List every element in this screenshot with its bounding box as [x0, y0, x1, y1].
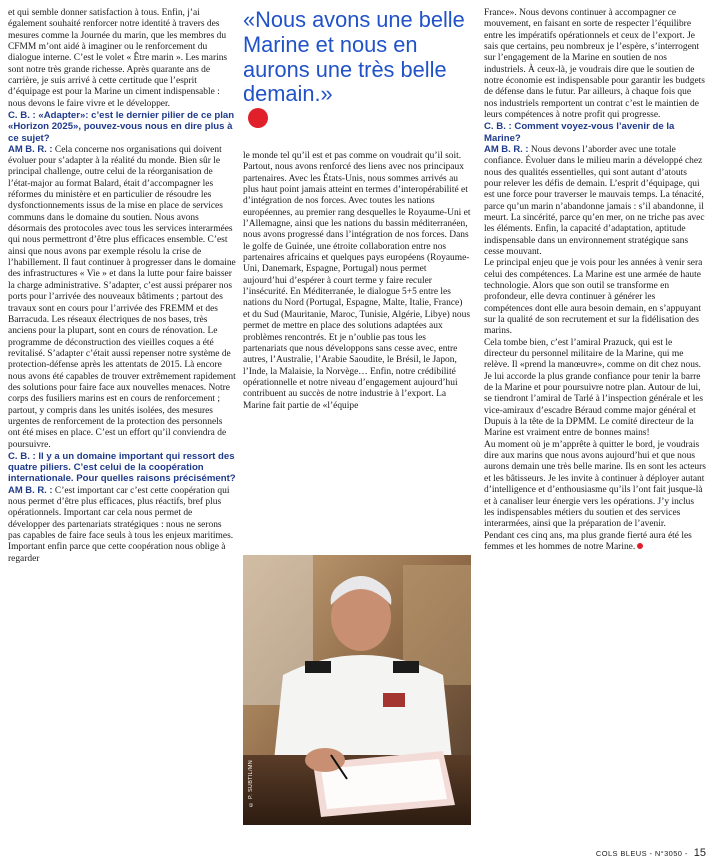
am-label: AM B. R. :: [484, 143, 529, 155]
answer-text: C’est important car c’est cette coopération qui nous permet d’être plus efficaces, plus réactifs, bref plus opérationnels. Important car cela nous permet de développer des partenariats stratégiques : nous ne serons pas capables de faire face seuls à tous les enjeux maritimes. Important enfin parce que cette coopération nous oblige à regarder: [8, 485, 234, 564]
paragraph: le monde tel qu’il est et pas comme on voudrait qu’il soit. Partout, nous avons renforcé des liens avec nos principaux partenaires. Avec les États-Unis, nous sommes arrivés au plus haut point jamais atteint en termes d’interopérabilité et d’intégration de nos forces. Avec toutes les nations européennes, au premier rang desquelles le Royaume-Uni et l’Allemagne, ainsi que les nations du bassin méditerranéen, nous avons progressé dans l’intégration de nos forces. Dans le golfe de Guinée, une étroite collaboration entre nos partenaires africains et quelques pays européens (Royaume-Uni, Danemark, Espagne, Portugal) nous permet aujourd’hui d’espérer à court terme y faire reculer l’insécurité. En Méditerranée, le dialogue 5+5 entre les nations du Nord (Portugal, Espagne, Malte, Italie, France) et du Sud (Mauritanie, Maroc, Tunisie, Algérie, Libye) nous permet de mettre en place des solutions adaptées aux problèmes rencontrés. Et je n’oublie pas tous les partenariats que nous développons sans cesse avec, entre autres, l’Australie, l’Arabie Saoudite, le Brésil, le Japon, l’Inde, la Malaisie, la Norvège… Enfin, notre crédibilité opérationnelle et notre niveau d’engagement aujourd’hui contribuent au succès de notre industrie à l’export. La Marine fait partie de «l’équipe: [243, 151, 471, 411]
photo-illustration: [243, 555, 471, 825]
question-text: «Adapter»: c’est le dernier pilier de ce plan «Horizon 2025», pouvez-vous nous en dire plus à ce sujet?: [8, 110, 235, 144]
question-heading: [8, 451, 236, 485]
end-mark-icon: [637, 543, 643, 549]
am-label: AM B. R. :: [8, 484, 53, 496]
magazine-issue: COLS BLEUS - N°3050 -: [595, 848, 688, 858]
paragraph: et qui semble donner satisfaction à tous. Enfin, j’ai également souhaité renforcer notre identité à travers des mesures comme la Journée du marin, que les membres du CFMM m’ont aidé à imaginer ou le renforcement du dialogue interne. C’est le volet « Être marin ». Les marins sont notre très grande richesse. Après quarante ans de carrière, je suis arrivé à cette certitude que l’esprit d’équipage est pour la Marine un ciment indispensable : nous devons le faire vivre et le développer.: [8, 8, 228, 109]
paragraph: Au moment où je m’apprête à quitter le bord, je voudrais dire aux marins que nous avons aujourd’hui et que nous aurons demain une très belle marine. Ils en sont les acteurs et les bâtisseurs. Je les invite à continuer à déployer autant d’intelligence et d’enthousiasme qu’ils l’ont fait jusque-là et à canaliser leur énergie vers les opérations. J’y inclus les indispensables métiers du soutien et des services interarmées, ainsi que la préparation de l’avenir.: [484, 439, 706, 530]
question-text: Comment voyez-vous l’avenir de la Marine?: [484, 121, 675, 144]
answer: [484, 144, 706, 258]
answer-text: Cela concerne nos organisations qui doivent évoluer pour s’adapter à la réalité du monde. Bien sûr le principal challenge, outre celui de la réorganisation de l’état-major au format Balard, était d’accompagner les réformes du ministère et en particulier de résoudre les dysfonctionnements issus de la mise en place de services communs dans le domaine du soutien. Nous avons désormais des protocoles avec tous les services interarmées qui nous permettront d’être plus efficaces ensemble. C’est ainsi que nous avons par exemple résolu la crise de l’habillement. Il faut continuer à progresser dans le domaine des infrastructures « Vie » et dans la lutte pour faire baisser la charge administrative. S’adapter, c’est aussi préparer nos ports pour l’arrivée des nouveaux bâtiments ; partout des travaux sont en cours pour l’arrivée des FREMM et des Barracuda. Les réseaux électriques de nos bases, très anciens pour la plupart, sont en cours de rénovation. Le programme de déconstruction des vieilles coques a été revitalisé. S’adapter c’était aussi repenser notre système de protection-défense après les attentats de 2015. Là encore nous avons été capables de trouver extrêmement rapidement des solutions pour faire face aux nouvelles menaces. Notre corps des fusiliers marins est en cours de renforcement ; partout, y compris dans les unités isolées, des mesures urgentes de renforcement de la protection des personnels ont été mises en place. C’est un effort qu’il conviendra de poursuivre.: [8, 144, 236, 450]
column-3: [484, 8, 706, 553]
column-1: [8, 8, 236, 565]
answer: [8, 485, 236, 565]
cb-label: C. B. :: [484, 121, 512, 133]
am-label: AM B. R. :: [8, 143, 53, 155]
photo-credit: © P. SUBTIL/MN: [248, 760, 254, 808]
paragraph: Cela tombe bien, c’est l’amiral Prazuck, qui est le directeur du personnel militaire de la Marine, qui me relève. Il «prend la manœuvre», comme on dit chez nous. Je lui accorde la plus grande confiance pour tenir la barre de la Marine et pour poursuivre notre plan. Autour de lui, se tiendront l’amiral de Tarlé à l’inspection générale et les vice-amiraux d’escadre Béraud comme major général et Dupuis à la tête de la DPMM. Le comité directeur de la Marine est vraiment entre de bonnes mains!: [484, 337, 704, 439]
page-footer: [596, 846, 706, 860]
answer: [8, 144, 236, 451]
pull-quote: «Nous avons une belle Marine et nous en aurons une très belle demain.»: [243, 7, 465, 107]
red-dot-icon: [248, 108, 268, 128]
answer-text: Nous devons l’aborder avec une totale confiance. Évoluer dans le milieu marin a développé chez nous des qualités essentielles, qui sont autant d’atouts pour relever les défis de demain. L’esprit d’équipage, qui est une force pour traverser le mauvais temps. La ténacité, parce qu’un marin n’abandonne jamais : s’il abandonne, il meurt. La sincérité, parce qu’en mer, on ne triche pas avec les éléments. Enfin, la capacité d’adaptation, aptitude indispensable dans un environnement stratégique sans cesse mouvant.: [484, 144, 705, 257]
question-heading: [484, 121, 706, 143]
photo-admiral-signing: [243, 555, 471, 825]
page-number: 15: [693, 847, 706, 859]
question-heading: [8, 110, 236, 144]
paragraph: Le principal enjeu que je vois pour les années à venir sera celui des compétences. La Marine est une armée de haute technologie. Alors que son outil se transforme en profondeur, elle devra continuer à générer les compétences dont elle aura besoin demain, en s’appuyant sur la qualité de son recrutement et sur la fidélisation des marins.: [484, 258, 703, 337]
paragraph: France». Nous devons continuer à accompagner ce mouvement, en faisant en sorte de respecter l’équilibre entre les impératifs opérationnels et ceux de l’export. Je sais que certains, peu nombreux je l’espère, s’interrogent sur l’engagement de la Marine en soutien de nos industriels. À ceux-là, je voudrais dire que le soutien de notre économie est indispensable pour garantir les budgets de défense dans le futur. Par ailleurs, à chaque fois que nos industriels remportent un contrat c’est le maintien de leurs compétences à notre profit qui progresse.: [484, 8, 705, 121]
question-text: Il y a un domaine important qui ressort des quatre piliers. C’est celui de la coopération internationale. Pour quelles raisons précisément?: [8, 450, 236, 485]
paragraph: [484, 531, 706, 554]
closing-text: Pendant ces cinq ans, ma plus grande fierté aura été les femmes et les hommes de notre Marine.: [484, 530, 692, 552]
cb-label: C. B. :: [8, 450, 36, 462]
column-2: [243, 151, 471, 412]
cb-label: C. B. :: [8, 110, 36, 122]
